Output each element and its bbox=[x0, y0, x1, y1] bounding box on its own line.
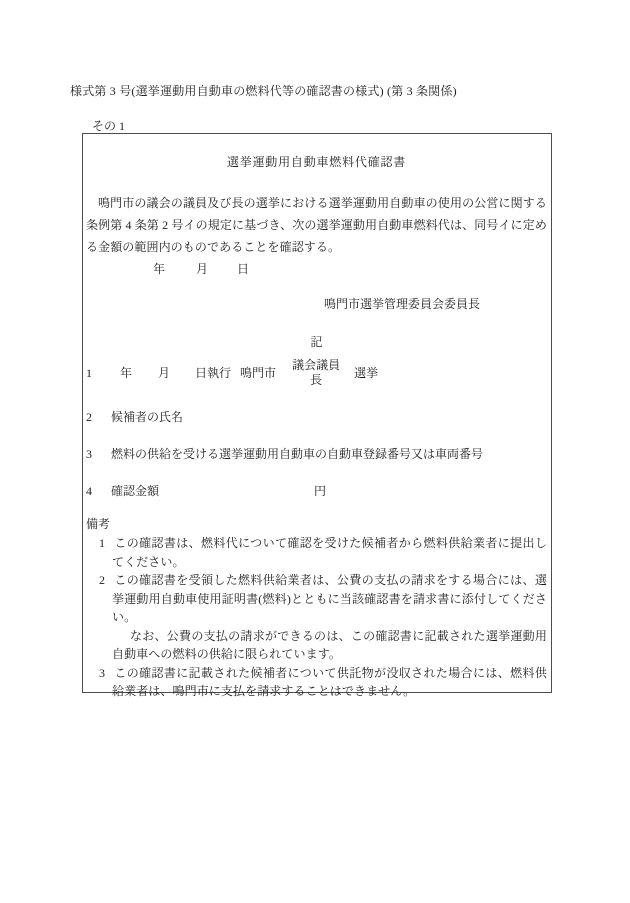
remark-note-2 bbox=[86, 571, 547, 627]
item1-number: 1 bbox=[86, 365, 92, 380]
remark-note-3 bbox=[86, 664, 547, 701]
remarks-heading: 備考 bbox=[86, 517, 111, 531]
note3-number: 3 bbox=[99, 665, 106, 680]
item4-number: 4 bbox=[86, 484, 92, 498]
form-title: 選挙運動用自動車燃料代確認書 bbox=[226, 155, 407, 169]
item1-election-label: 選挙 bbox=[354, 365, 379, 380]
item1-city-label: 鳴門市 bbox=[240, 365, 277, 380]
date-month-label: 月 bbox=[196, 262, 209, 276]
remark-note-1 bbox=[86, 534, 547, 571]
ki-separator: 記 bbox=[310, 335, 323, 349]
item3-number: 3 bbox=[86, 447, 92, 461]
note1-number: 1 bbox=[99, 536, 106, 550]
item1-office-choice bbox=[292, 358, 340, 388]
item3-label: 燃料の供給を受ける選挙運動用自動車の自動車登録番号又は車両番号 bbox=[111, 447, 484, 461]
remark-note-2-supplement: なお、公費の支払の請求ができるのは、この確認書に記載された選挙運動用自動車への燃料の供給に限られています。 bbox=[112, 628, 547, 661]
item-election-date-row bbox=[86, 354, 547, 392]
item4-label: 確認金額 bbox=[111, 484, 160, 498]
item-confirmed-amount-row bbox=[86, 482, 547, 501]
confirmation-statement: 鳴門市の議会の議員及び長の選挙における選挙運動用自動車の使用の公営に関する条例第 4 条第 2 号イの規定に基づき、次の選挙運動用自動車燃料代は、同号イに定める金額の範囲内のものであることを確認する。 bbox=[86, 196, 547, 254]
item2-number: 2 bbox=[86, 410, 92, 424]
item1-choice-assembly-member: 議会議員 bbox=[292, 358, 341, 372]
note1-text: この確認書は、燃料代について確認を受けた候補者から燃料供給業者に提出してください。 bbox=[112, 536, 547, 569]
date-day-label: 日 bbox=[237, 262, 250, 276]
item4-yen-unit: 円 bbox=[314, 484, 327, 498]
item1-month-label: 月 bbox=[158, 365, 171, 380]
form-part-label: その 1 bbox=[92, 119, 126, 133]
note2-text: この確認書を受領した燃料供給業者は、公費の支払の請求をする場合には、選挙運動用自動車使用証明書(燃料)とともに当該確認書を請求書に添付してください。 bbox=[112, 573, 547, 624]
item1-choice-mayor: 長 bbox=[310, 373, 323, 387]
item-vehicle-registration-row bbox=[86, 445, 547, 464]
note3-text: この確認書に記載された候補者について供託物が没収された場合には、燃料供給業者は、鳴門市に支払を請求することはできません。 bbox=[112, 665, 547, 698]
item1-year-label: 年 bbox=[120, 365, 133, 380]
note2-number: 2 bbox=[99, 573, 106, 587]
date-year-label: 年 bbox=[153, 262, 166, 276]
election-commission-chair-line: 鳴門市選挙管理委員会委員長 bbox=[324, 297, 481, 311]
item2-label: 候補者の氏名 bbox=[111, 410, 184, 424]
form-border-box bbox=[82, 133, 552, 698]
item-candidate-name-row bbox=[86, 408, 547, 427]
item1-day-executed-label: 日執行 bbox=[195, 365, 232, 380]
date-line bbox=[86, 258, 547, 280]
form-style-header: 様式第 3 号(選挙運動用自動車の燃料代等の確認書の様式) (第 3 条関係) bbox=[70, 84, 457, 98]
